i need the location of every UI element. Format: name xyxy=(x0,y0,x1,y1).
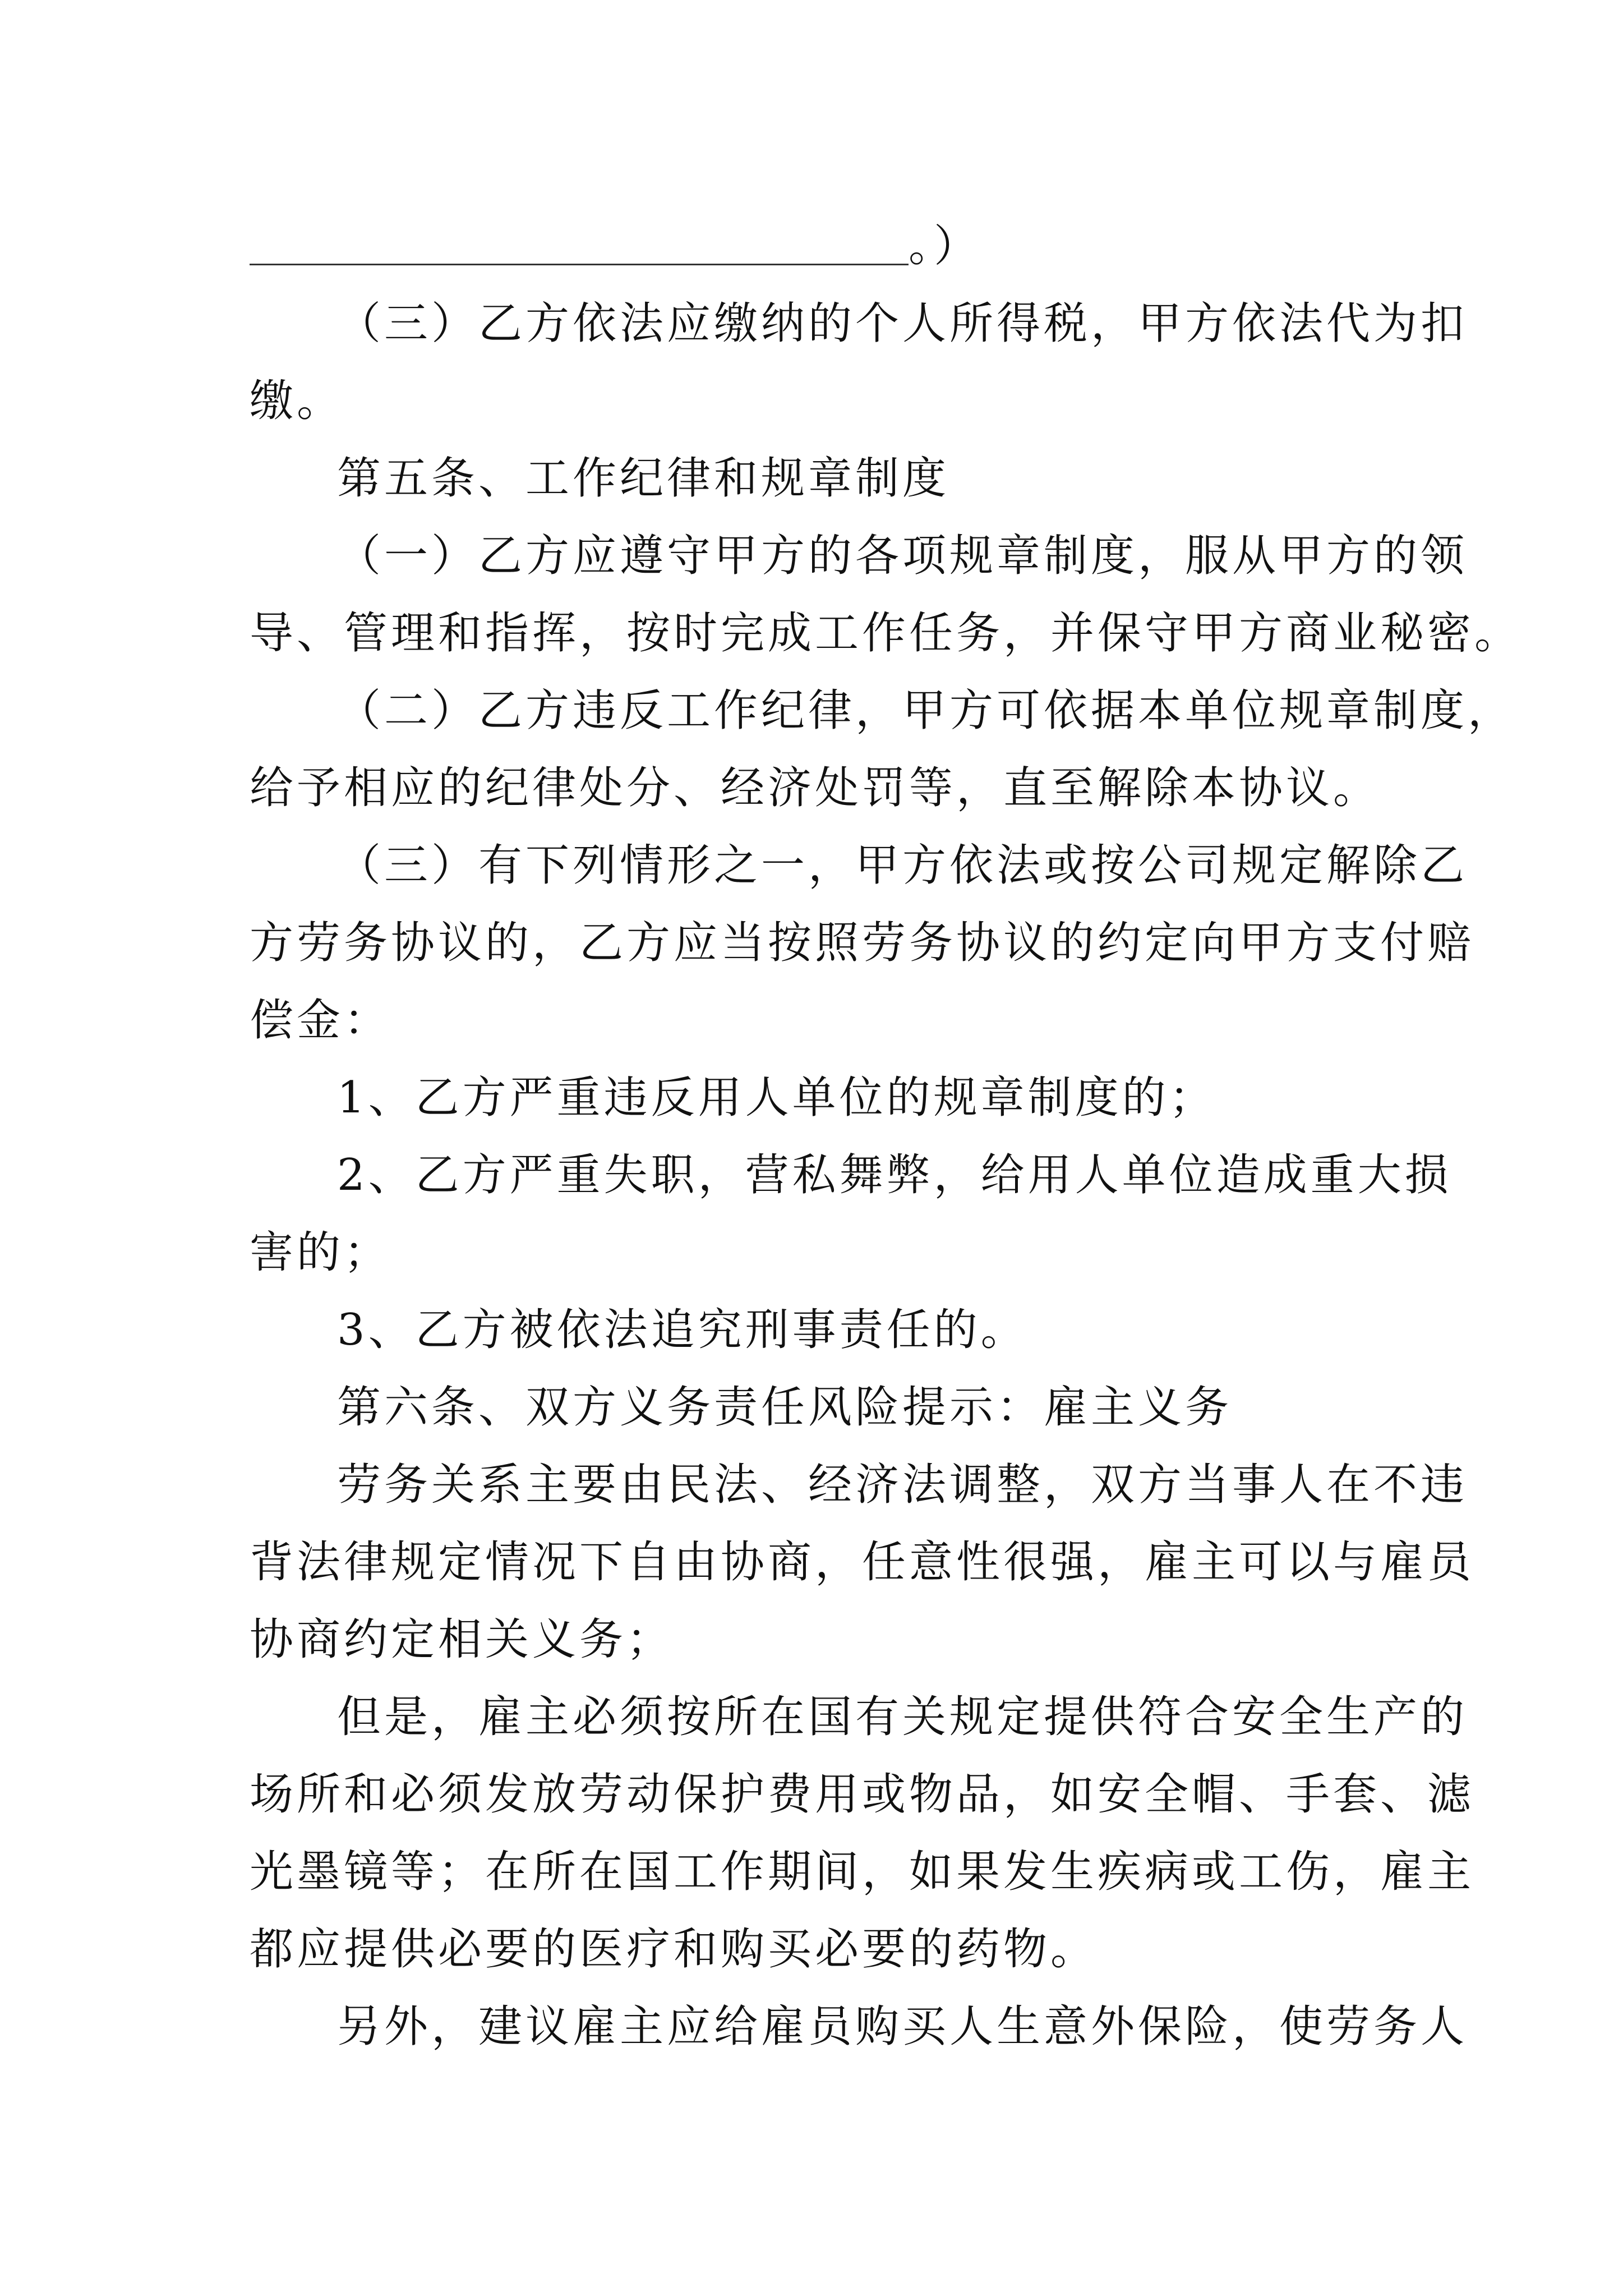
text-line: 1、乙方严重违反用人单位的规章制度的； xyxy=(337,1073,1216,1123)
text-line: 光墨镜等；在所在国工作期间，如果发生疾病或工伤，雇主 xyxy=(250,1847,1475,1897)
text-line: 偿金： xyxy=(250,995,391,1046)
text-line: （二）乙方违反工作纪律，甲方可依据本单位规章制度， xyxy=(337,685,1515,736)
text-line: 场所和必须发放劳动保护费用或物品，如安全帽、手套、滤 xyxy=(250,1769,1475,1820)
text-line: 方劳务协议的，乙方应当按照劳务协议的约定向甲方支付赔 xyxy=(250,918,1475,968)
blank-suffix-text: 。） xyxy=(909,221,981,272)
text-line: （三）乙方依法应缴纳的个人所得税，甲方依法代为扣 xyxy=(337,298,1468,349)
text-line: （三）有下列情形之一，甲方依法或按公司规定解除乙 xyxy=(337,840,1468,891)
text-line: 第五条、工作纪律和规章制度 xyxy=(337,453,950,504)
text-line: 2、乙方严重失职，营私舞弊，给用人单位造成重大损 xyxy=(337,1150,1452,1200)
text-line: 导、管理和指挥，按时完成工作任务，并保守甲方商业秘密。 xyxy=(250,608,1522,659)
text-line: （一）乙方应遵守甲方的各项规章制度，服从甲方的领 xyxy=(337,531,1468,581)
text-line: 第六条、双方义务责任风险提示：雇主义务 xyxy=(337,1382,1233,1433)
text-line: 害的； xyxy=(250,1227,391,1278)
text-line: 背法律规定情况下自由协商，任意性很强，雇主可以与雇员 xyxy=(250,1537,1475,1588)
text-line: 都应提供必要的医疗和购买必要的药物。 xyxy=(250,1924,1098,1975)
text-line: 缴。 xyxy=(250,376,344,426)
text-line: 给予相应的纪律处分、经济处罚等，直至解除本协议。 xyxy=(250,763,1381,813)
blank-underline xyxy=(250,208,909,265)
text-line: 但是，雇主必须按所在国有关规定提供符合安全生产的 xyxy=(337,1692,1468,1742)
document-body xyxy=(250,208,1522,2065)
paragraph-lines xyxy=(250,285,1522,2065)
text-line: 劳务关系主要由民法、经济法调整，双方当事人在不违 xyxy=(337,1460,1468,1510)
text-line: 另外，建议雇主应给雇员购买人生意外保险，使劳务人 xyxy=(337,2001,1468,2052)
text-line: 协商约定相关义务； xyxy=(250,1614,674,1665)
text-line: 3、乙方被依法追究刑事责任的。 xyxy=(337,1305,1028,1355)
blank-fill-line xyxy=(250,208,1394,285)
